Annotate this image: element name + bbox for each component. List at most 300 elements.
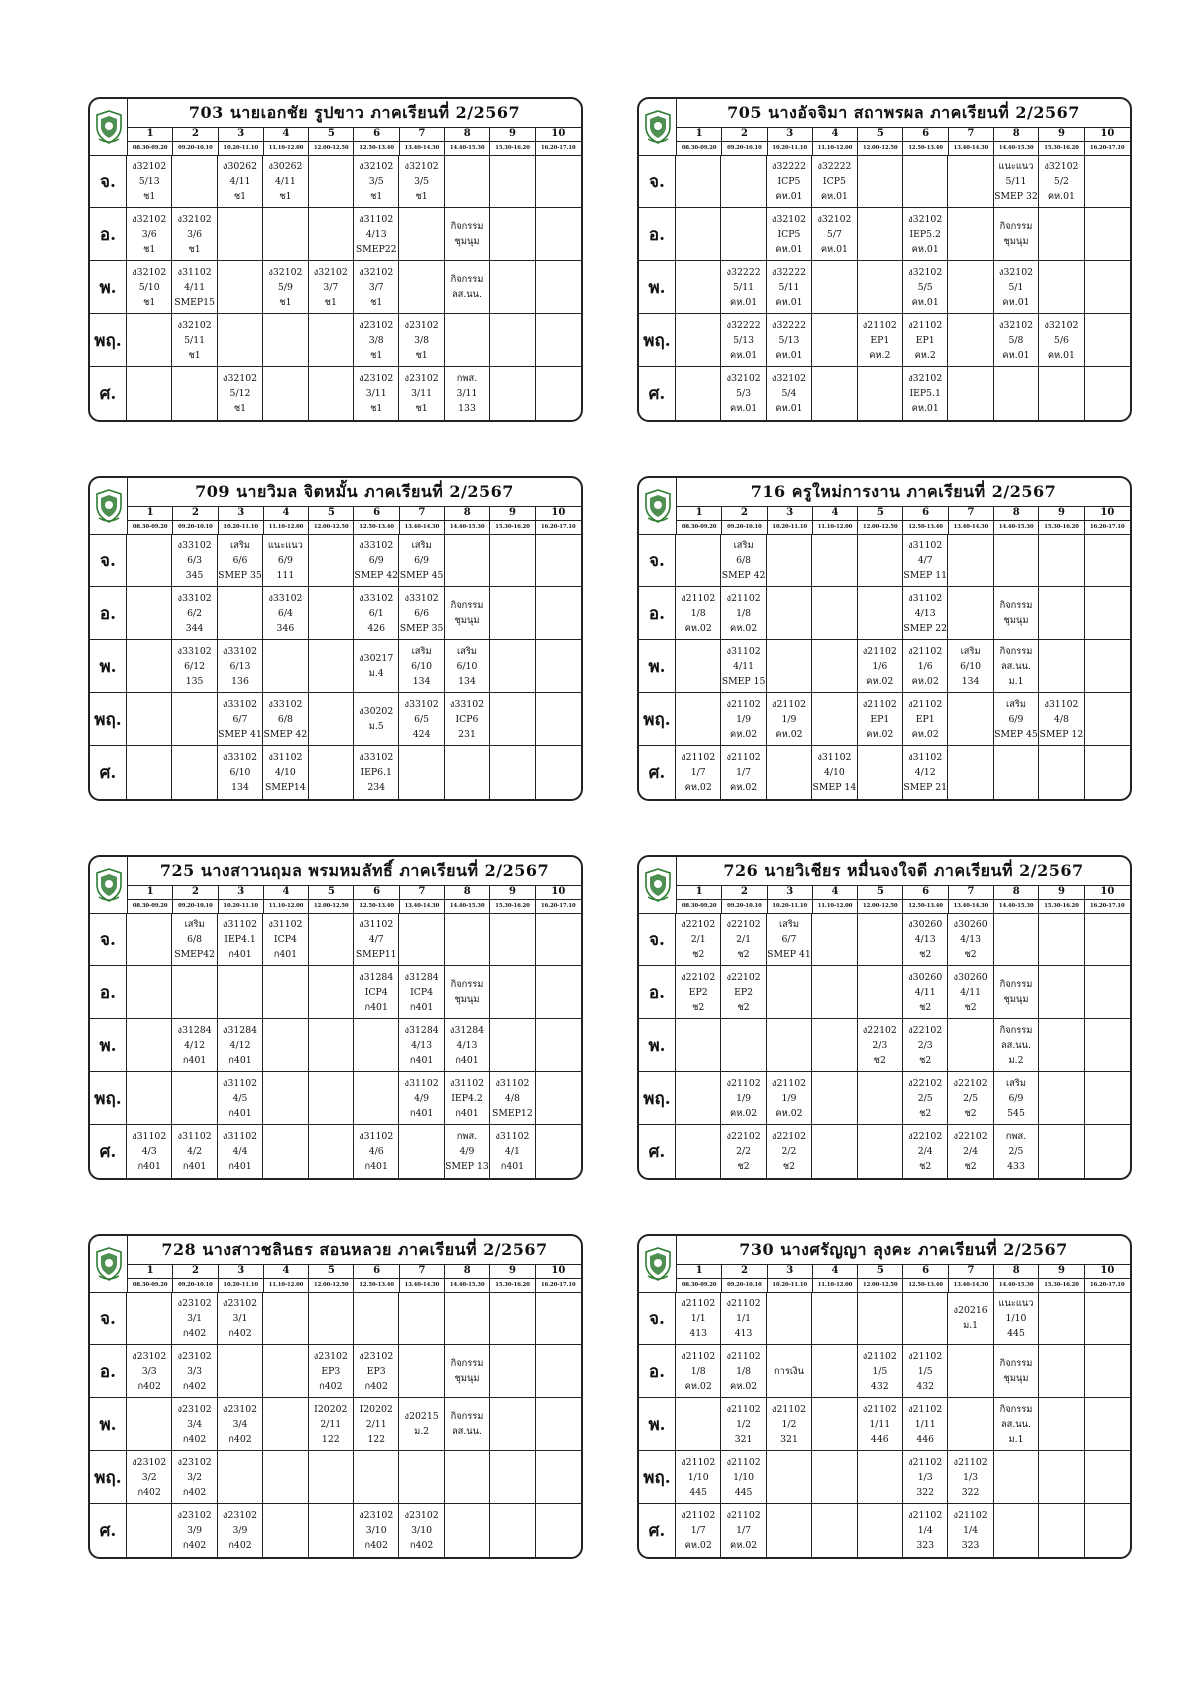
cell-line: ก402 <box>137 1486 161 1498</box>
empty-cell <box>127 367 172 420</box>
cell-line: ง31102 <box>908 592 943 604</box>
cell-line: ชุมนุม <box>454 994 480 1005</box>
cell-line: ช2 <box>692 948 705 960</box>
cell-line: ชุมนุม <box>454 236 480 247</box>
class-cell <box>994 261 1039 314</box>
empty-cell <box>812 1125 857 1178</box>
empty-cell <box>536 1292 581 1345</box>
cell-line: ง23102 <box>177 1297 212 1309</box>
period-number: 3 <box>768 885 813 899</box>
cell-line: ช1 <box>370 190 383 202</box>
day-label: จ. <box>639 155 676 208</box>
cell-line: ง32102 <box>359 160 394 172</box>
class-cell <box>858 1398 903 1451</box>
cell-line: 3/11 <box>411 388 433 399</box>
empty-cell <box>354 1019 399 1072</box>
class-cell <box>354 587 399 640</box>
period-number: 6 <box>903 127 948 141</box>
period-time: 13.40-14.30 <box>400 1278 445 1292</box>
cell-line: 4/9 <box>414 1092 430 1104</box>
cell-line: ง21102 <box>908 645 943 657</box>
period-time: 08.30-09.20 <box>128 141 173 155</box>
empty-cell <box>676 1019 721 1072</box>
cell-line: 6/4 <box>277 607 293 619</box>
cell-line: 4/7 <box>368 933 384 945</box>
class-cell <box>218 1504 263 1557</box>
cell-line: EP2 <box>688 986 708 998</box>
period-number: 6 <box>354 885 399 899</box>
empty-cell <box>812 1504 857 1557</box>
cell-line: ง22102 <box>726 918 761 930</box>
period-time: 15.30-16.20 <box>490 141 535 155</box>
cell-line: ง31284 <box>404 1024 439 1036</box>
empty-cell <box>445 1292 490 1345</box>
schedule-grid <box>639 1292 1130 1557</box>
period-number: 1 <box>128 506 173 520</box>
empty-cell <box>903 1292 948 1345</box>
cell-line: ง31102 <box>908 539 943 551</box>
empty-cell <box>309 693 354 746</box>
cell-line: ก402 <box>228 1327 252 1339</box>
period-time: 12.50-13.40 <box>354 899 399 913</box>
class-cell <box>1039 155 1084 208</box>
cell-line: ง32102 <box>908 213 943 225</box>
cell-line: ง33102 <box>177 539 212 551</box>
empty-cell <box>858 1072 903 1125</box>
empty-cell <box>1085 155 1130 208</box>
period-time: 08.30-09.20 <box>128 1278 173 1292</box>
cell-line: คห.02 <box>775 728 803 740</box>
empty-cell <box>309 314 354 367</box>
empty-cell <box>536 640 581 693</box>
cell-line: 4/11 <box>184 281 206 293</box>
period-time: 08.30-09.20 <box>677 520 722 534</box>
empty-cell <box>263 1504 308 1557</box>
cell-line: คห.01 <box>775 403 803 414</box>
period-time: 15.30-16.20 <box>1039 1278 1084 1292</box>
cell-line: ง33102 <box>449 698 485 710</box>
cell-line: 4/11 <box>914 986 936 998</box>
teacher-timetable-card <box>88 1234 583 1559</box>
class-cell <box>127 208 172 261</box>
cell-line: 4/9 <box>459 1146 475 1157</box>
cell-line: คห.01 <box>911 243 939 255</box>
class-cell <box>903 1398 948 1451</box>
empty-cell <box>721 208 766 261</box>
class-cell <box>1039 693 1084 746</box>
empty-cell <box>490 534 535 587</box>
empty-cell <box>948 693 993 746</box>
cell-line: 5/13 <box>778 334 800 346</box>
class-cell <box>445 1125 490 1178</box>
class-cell <box>721 367 766 420</box>
cell-line: ง23102 <box>359 319 394 331</box>
cell-line: ง21102 <box>771 1403 807 1415</box>
class-cell <box>767 913 812 966</box>
empty-cell <box>536 1072 581 1125</box>
empty-cell <box>445 534 490 587</box>
empty-cell <box>676 261 721 314</box>
class-cell <box>218 746 263 799</box>
cell-line: ง31102 <box>817 752 852 763</box>
period-number: 8 <box>994 506 1039 520</box>
empty-cell <box>490 314 535 367</box>
period-time: 13.40-14.30 <box>949 899 994 913</box>
cell-line: ช2 <box>964 1001 977 1013</box>
cell-line: ง23102 <box>222 1510 258 1521</box>
cell-line: ง21102 <box>681 752 716 763</box>
empty-cell <box>399 1125 444 1178</box>
period-time: 12.00-12.50 <box>858 141 903 155</box>
empty-cell <box>948 208 993 261</box>
class-cell <box>218 534 263 587</box>
cell-line: ICP4 <box>364 986 388 998</box>
cell-line: 5/7 <box>826 228 842 240</box>
period-time: 11.10-12.00 <box>813 899 858 913</box>
cell-line: ง21102 <box>726 698 761 710</box>
cell-line: ง33102 <box>404 698 439 710</box>
cell-line: 3/11 <box>456 388 478 399</box>
day-label: จ. <box>639 534 676 587</box>
cell-line: ก401 <box>228 948 252 960</box>
cell-line: คห.02 <box>866 675 894 687</box>
teacher-timetable-card <box>88 855 583 1180</box>
period-time: 10.20-11.10 <box>768 1278 813 1292</box>
school-logo-icon <box>90 857 128 914</box>
cell-line: 1/3 <box>963 1471 979 1483</box>
cell-line: 446 <box>870 1433 889 1445</box>
cell-line: กิจกรรม <box>999 979 1033 990</box>
class-cell <box>399 367 444 420</box>
cell-line: ม.1 <box>963 1320 979 1331</box>
period-number: 3 <box>219 1264 264 1278</box>
cell-line: ชุมนุม <box>1003 236 1029 247</box>
cell-line: ก401 <box>182 1054 207 1066</box>
cell-line: 1/8 <box>736 1365 752 1377</box>
empty-cell <box>858 1451 903 1504</box>
class-cell <box>767 208 812 261</box>
cell-line: 2/11 <box>365 1418 387 1430</box>
empty-cell <box>309 1019 354 1072</box>
empty-cell <box>812 314 857 367</box>
cell-line: กพส. <box>456 1131 478 1142</box>
cell-line: 1/8 <box>690 607 706 619</box>
period-time: 10.20-11.10 <box>219 141 264 155</box>
teacher-timetable-card <box>88 97 583 422</box>
cell-line: EP1 <box>915 713 935 725</box>
empty-cell <box>127 746 172 799</box>
class-cell <box>218 913 263 966</box>
cell-line: ช1 <box>233 403 247 414</box>
cell-line: ก402 <box>228 1433 252 1445</box>
cell-line: ICP5 <box>777 228 801 240</box>
cell-line: ก401 <box>182 1161 207 1172</box>
card-title: 725 นางสาวนฤมล พรมหมลัทธิ์ ภาคเรียนที่ 2/2567 <box>128 857 581 886</box>
class-cell <box>903 693 948 746</box>
cell-line: ก401 <box>500 1161 525 1172</box>
cell-line: ก401 <box>409 1001 434 1013</box>
cell-line: 5/6 <box>1053 334 1069 346</box>
cell-line: 432 <box>916 1380 935 1392</box>
cell-line: เสริม <box>457 645 477 657</box>
cell-line: 3/1 <box>187 1312 203 1324</box>
class-cell <box>948 966 993 1019</box>
class-cell <box>903 1451 948 1504</box>
cell-line: ICP4 <box>273 933 297 945</box>
period-time: 11.10-12.00 <box>264 141 309 155</box>
empty-cell <box>172 155 217 208</box>
empty-cell <box>1039 1398 1084 1451</box>
empty-cell <box>812 1398 857 1451</box>
empty-cell <box>1085 1451 1130 1504</box>
cell-line: คห.01 <box>775 243 803 255</box>
cell-line: ง21102 <box>726 1456 761 1468</box>
cell-line: ง32222 <box>771 266 807 278</box>
cell-line: EP2 <box>734 986 754 998</box>
period-number: 1 <box>677 127 722 141</box>
period-number: 8 <box>445 1264 490 1278</box>
class-cell <box>948 1125 993 1178</box>
cell-line: ช1 <box>324 296 337 308</box>
period-number: 9 <box>490 885 535 899</box>
empty-cell <box>858 367 903 420</box>
empty-cell <box>263 367 308 420</box>
cell-line: 4/13 <box>914 933 936 945</box>
period-time: 12.00-12.50 <box>309 899 354 913</box>
period-number: 10 <box>551 128 566 139</box>
period-number: 8 <box>994 885 1039 899</box>
cell-line: ง23102 <box>177 1403 212 1415</box>
period-number: 1 <box>677 885 722 899</box>
cell-line: ช2 <box>873 1054 886 1066</box>
empty-cell <box>309 534 354 587</box>
cell-line: 413 <box>734 1327 753 1339</box>
empty-cell <box>309 1072 354 1125</box>
cell-line: ง21102 <box>862 645 897 657</box>
day-label: อ. <box>90 1345 127 1398</box>
cell-line: ง31102 <box>222 918 258 930</box>
empty-cell <box>309 966 354 1019</box>
empty-cell <box>812 1019 857 1072</box>
period-time: 14.40-15.30 <box>994 520 1039 534</box>
class-cell <box>172 587 217 640</box>
class-cell <box>994 1125 1039 1178</box>
class-cell <box>218 1125 263 1178</box>
cell-line: 4/10 <box>274 767 296 778</box>
schedule-grid <box>90 155 581 420</box>
cell-line: ง30260 <box>953 971 988 983</box>
class-cell <box>127 261 172 314</box>
class-cell <box>354 1125 399 1178</box>
cell-line: 321 <box>780 1433 798 1445</box>
empty-cell <box>536 1019 581 1072</box>
empty-cell <box>812 1292 857 1345</box>
cell-line: ง33102 <box>359 752 394 763</box>
empty-cell <box>536 208 581 261</box>
cell-line: 4/11 <box>229 175 251 187</box>
cell-line: 1/5 <box>872 1365 888 1377</box>
day-label: ศ. <box>90 1125 127 1178</box>
class-cell <box>263 587 308 640</box>
empty-cell <box>1039 534 1084 587</box>
class-cell <box>767 1072 812 1125</box>
empty-cell <box>354 1292 399 1345</box>
cell-line: ม.5 <box>368 721 384 732</box>
empty-cell <box>812 534 857 587</box>
cell-line: 6/9 <box>1008 713 1024 725</box>
cell-line: ง32222 <box>771 160 807 172</box>
cell-line: 3/9 <box>187 1525 203 1536</box>
period-number: 1 <box>677 1264 722 1278</box>
empty-cell <box>948 261 993 314</box>
period-time: 16.20-17.10 <box>541 524 576 530</box>
cell-line: 4/10 <box>823 767 845 778</box>
cell-line: SMEP 12 <box>1039 728 1084 740</box>
period-number: 1 <box>128 885 173 899</box>
cell-line: ม.1 <box>1008 1433 1024 1445</box>
empty-cell <box>1039 1019 1084 1072</box>
cell-line: 4/11 <box>274 175 296 187</box>
class-cell <box>218 1019 263 1072</box>
period-time: 08.30-09.20 <box>128 520 173 534</box>
cell-line: ง23102 <box>359 1350 394 1362</box>
class-cell <box>903 966 948 1019</box>
cell-line: ง21102 <box>726 1403 761 1415</box>
day-label: พฤ. <box>90 1072 127 1125</box>
cell-line: I20202 <box>314 1403 348 1415</box>
empty-cell <box>858 587 903 640</box>
cell-line: 2/2 <box>736 1146 752 1157</box>
cell-line: 3/10 <box>365 1525 387 1536</box>
class-cell <box>172 1398 217 1451</box>
class-cell <box>903 1504 948 1557</box>
period-time-row <box>677 1278 1130 1293</box>
class-cell <box>354 966 399 1019</box>
class-cell <box>399 1398 444 1451</box>
cell-line: ง31102 <box>177 266 212 278</box>
period-number: 8 <box>445 885 490 899</box>
empty-cell <box>536 1451 581 1504</box>
cell-line: 3/5 <box>368 175 384 187</box>
day-label: พฤ. <box>90 1451 127 1504</box>
cell-line: 6/5 <box>414 713 430 725</box>
cell-line: กิจกรรม <box>999 645 1033 657</box>
cell-line: SMEP 35 <box>218 569 262 581</box>
cell-line: 5/2 <box>1053 175 1069 187</box>
cell-line: 5/11 <box>184 334 206 346</box>
cell-line: ช2 <box>782 1161 796 1172</box>
empty-cell <box>1085 1125 1130 1178</box>
class-cell <box>1039 314 1084 367</box>
cell-line: 134 <box>458 675 476 687</box>
cell-line: 6/10 <box>960 660 982 672</box>
cell-line: ก401 <box>409 1054 434 1066</box>
period-number: 2 <box>722 1264 767 1278</box>
cell-line: กิจกรรม <box>999 221 1033 232</box>
empty-cell <box>263 1451 308 1504</box>
empty-cell <box>445 314 490 367</box>
cell-line: 5/11 <box>778 281 800 293</box>
cell-line: ช2 <box>737 1161 750 1172</box>
class-cell <box>445 1345 490 1398</box>
cell-line: ง30217 <box>359 653 394 664</box>
empty-cell <box>721 1019 766 1072</box>
cell-line: 5/8 <box>1008 334 1024 346</box>
period-time: 11.10-12.00 <box>264 899 309 913</box>
empty-cell <box>858 208 903 261</box>
cell-line: 344 <box>185 622 204 634</box>
cell-line: ง32102 <box>132 160 167 172</box>
empty-cell <box>1085 1398 1130 1451</box>
schedule-grid <box>639 534 1130 799</box>
day-label: พฤ. <box>639 1072 676 1125</box>
cell-line: ก401 <box>228 1161 252 1172</box>
empty-cell <box>309 913 354 966</box>
class-cell <box>676 1504 721 1557</box>
cell-line: ง32102 <box>313 266 348 278</box>
period-time: 16.20-17.10 <box>541 1282 576 1288</box>
class-cell <box>445 966 490 1019</box>
cell-line: ก402 <box>319 1380 343 1392</box>
cell-line: คห.01 <box>1047 190 1075 202</box>
empty-cell <box>1085 587 1130 640</box>
cell-line: 3/7 <box>323 281 339 293</box>
cell-line: ง21102 <box>726 1350 761 1362</box>
cell-line: ง33102 <box>359 592 394 604</box>
empty-cell <box>1085 534 1130 587</box>
class-cell <box>354 746 399 799</box>
cell-line: กิจกรรม <box>450 979 484 990</box>
period-time: 09.20-10.10 <box>722 520 767 534</box>
cell-line: ง22102 <box>681 918 716 930</box>
cell-line: 5/3 <box>736 388 752 399</box>
class-cell <box>354 1398 399 1451</box>
day-label: อ. <box>90 587 127 640</box>
class-cell <box>399 1504 444 1557</box>
period-time-row <box>128 520 581 535</box>
cell-line: เสริม <box>1006 1077 1026 1089</box>
cell-line: ก401 <box>137 1161 161 1172</box>
class-cell <box>172 640 217 693</box>
cell-line: 134 <box>412 675 431 687</box>
cell-line: ก402 <box>182 1327 207 1339</box>
empty-cell <box>309 208 354 261</box>
class-cell <box>767 1125 812 1178</box>
cell-line: 5/1 <box>1008 281 1024 293</box>
cell-line: 6/10 <box>456 660 478 672</box>
cell-line: 322 <box>916 1486 935 1498</box>
empty-cell <box>676 208 721 261</box>
cell-line: คห.01 <box>775 296 803 308</box>
cell-line: ชุมนุม <box>454 1373 480 1384</box>
cell-line: ก401 <box>228 1054 252 1066</box>
period-time: 13.40-14.30 <box>400 899 445 913</box>
cell-line: 4/11 <box>733 660 755 672</box>
cell-line: SMEP 11 <box>903 569 948 581</box>
period-time: 12.00-12.50 <box>858 899 903 913</box>
period-time: 11.10-12.00 <box>264 520 309 534</box>
period-number-row <box>677 1264 1130 1279</box>
period-number: 10 <box>551 1265 566 1276</box>
period-time: 09.20-10.10 <box>173 1278 218 1292</box>
period-number: 2 <box>173 127 218 141</box>
cell-line: ง33102 <box>222 698 258 710</box>
period-time: 15.30-16.20 <box>1039 899 1084 913</box>
period-time: 11.10-12.00 <box>813 520 858 534</box>
cell-line: ง33102 <box>359 539 394 551</box>
cell-line: ช1 <box>143 243 156 255</box>
empty-cell <box>858 534 903 587</box>
